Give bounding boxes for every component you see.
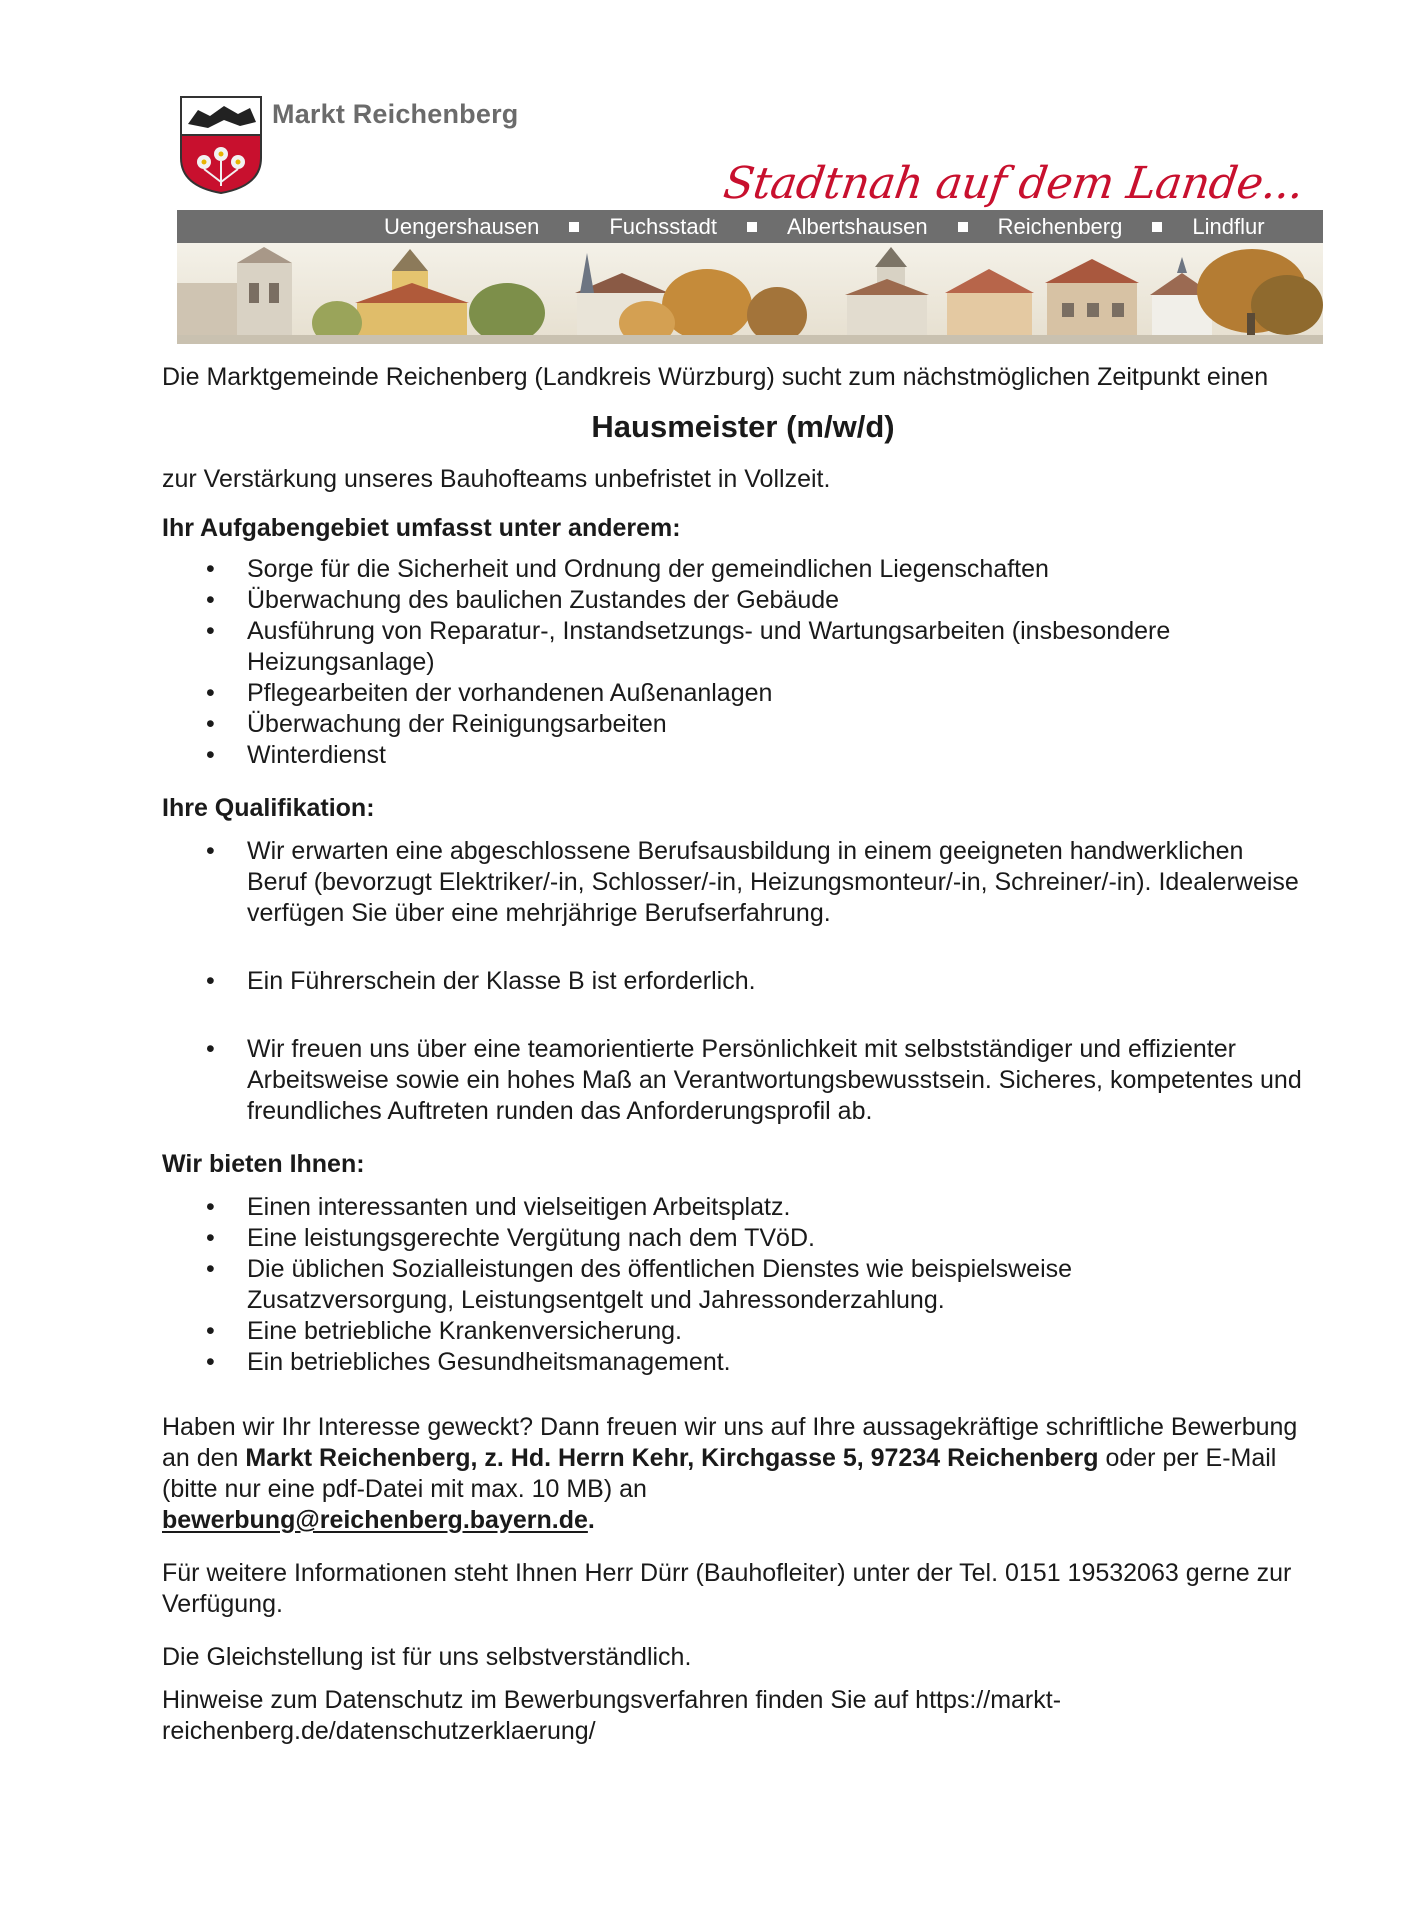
application-end-period: . [587, 1506, 595, 1534]
privacy-notice: Hinweise zum Datenschutz im Bewerbungsverfahren finden Sie auf https://markt-reichenberg.de/datenschutzerklaerung/ [162, 1686, 1062, 1745]
nav-item-reichenberg[interactable]: Reichenberg [997, 213, 1123, 239]
qualification-list [162, 836, 1324, 1127]
list-item: • Sorge für die Sicherheit und Ordnung der gemeindlichen Liegenschaften [162, 554, 1324, 585]
list-item: • Die üblichen Sozialleistungen des öffentlichen Dienstes wie beispielsweise Zusatzversorgung, Leistungsentgelt und Jahressonderzahlung. [162, 1254, 1324, 1316]
nav-separator-icon [1152, 222, 1162, 232]
application-paragraph [162, 1412, 1324, 1536]
list-item: • Wir freuen uns über eine teamorientierte Persönlichkeit mit selbstständiger und effizienter Arbeitsweise sowie ein hohes Maß an Verantwortungsbewusstsein. Sicheres, kompetentes und freundliches Auftreten runden das Anforderungsprofil ab. [162, 1034, 1324, 1127]
job-posting-body [162, 362, 1324, 1747]
nav-item-fuchsstadt[interactable]: Fuchsstadt [609, 213, 717, 239]
offer-heading: Wir bieten Ihnen: [162, 1150, 365, 1178]
list-item: • Überwachung des baulichen Zustandes der Gebäude [162, 585, 1324, 616]
coat-of-arms-logo [180, 96, 262, 194]
list-item: • Ein betriebliches Gesundheitsmanagement. [162, 1347, 1324, 1378]
tasks-heading: Ihr Aufgabengebiet umfasst unter anderem: [162, 514, 681, 542]
nav-separator-icon [747, 222, 757, 232]
brand-name: Markt Reichenberg [272, 99, 519, 129]
locality-nav-bar [177, 210, 1323, 243]
slogan: Stadtnah auf dem Lande... [720, 158, 1307, 209]
village-panorama-image [177, 243, 1323, 344]
list-item: • Überwachung der Reinigungsarbeiten [162, 709, 1324, 740]
nav-item-lindflur[interactable]: Lindflur [1192, 213, 1265, 239]
contact-paragraph: Für weitere Informationen steht Ihnen Herr Dürr (Bauhofleiter) unter der Tel. 0151 19532063 gerne zur Verfügung. [162, 1559, 1292, 1618]
nav-item-uengershausen[interactable]: Uengershausen [384, 213, 540, 239]
nav-item-albertshausen[interactable]: Albertshausen [786, 213, 928, 239]
list-item: • Ein Führerschein der Klasse B ist erforderlich. [162, 966, 1324, 997]
list-item: • Einen interessanten und vielseitigen Arbeitsplatz. [162, 1192, 1324, 1223]
nav-separator-icon [958, 222, 968, 232]
list-item: • Wir erwarten eine abgeschlossene Berufsausbildung in einem geeigneten handwerklichen Beruf (bevorzugt Elektriker/-in, Schlosser/-in, Heizungsmonteur/-in, Schreiner/-in). Idealerweise verfügen Sie über eine mehrjährige Berufserfahrung. [162, 836, 1324, 929]
application-email-link[interactable]: bewerbung@reichenberg.bayern.de [162, 1506, 588, 1534]
list-item: • Ausführung von Reparatur-, Instandsetzungs- und Wartungsarbeiten (insbesondere Heizungsanlage) [162, 616, 1324, 678]
list-item: • Eine betriebliche Krankenversicherung. [162, 1316, 1324, 1347]
tasks-list [162, 554, 1324, 771]
qualification-heading: Ihre Qualifikation: [162, 794, 375, 822]
application-address: Markt Reichenberg, z. Hd. Herrn Kehr, Kirchgasse 5, 97234 Reichenberg [245, 1444, 1099, 1472]
letterhead [177, 96, 1323, 344]
application-text-email-note: oder per E-Mail (bitte nur eine pdf-Datei mit max. 10 MB) an [162, 1444, 1277, 1503]
offer-list [162, 1192, 1324, 1378]
intro-paragraph: Die Marktgemeinde Reichenberg (Landkreis Würzburg) sucht zum nächstmöglichen Zeitpunkt einen [162, 363, 1269, 391]
list-item: • Eine leistungsgerechte Vergütung nach dem TVöD. [162, 1223, 1324, 1254]
job-title: Hausmeister (m/w/d) [591, 409, 895, 444]
job-subtitle: zur Verstärkung unseres Bauhofteams unbefristet in Vollzeit. [162, 465, 831, 493]
nav-separator-icon [569, 222, 579, 232]
equality-statement: Die Gleichstellung ist für uns selbstverständlich. [162, 1643, 692, 1671]
list-item: • Winterdienst [162, 740, 1324, 771]
application-text: Haben wir Ihr Interesse geweckt? Dann freuen wir uns auf Ihre aussagekräftige schriftliche Bewerbung an den [162, 1413, 1298, 1472]
list-item: • Pflegearbeiten der vorhandenen Außenanlagen [162, 678, 1324, 709]
